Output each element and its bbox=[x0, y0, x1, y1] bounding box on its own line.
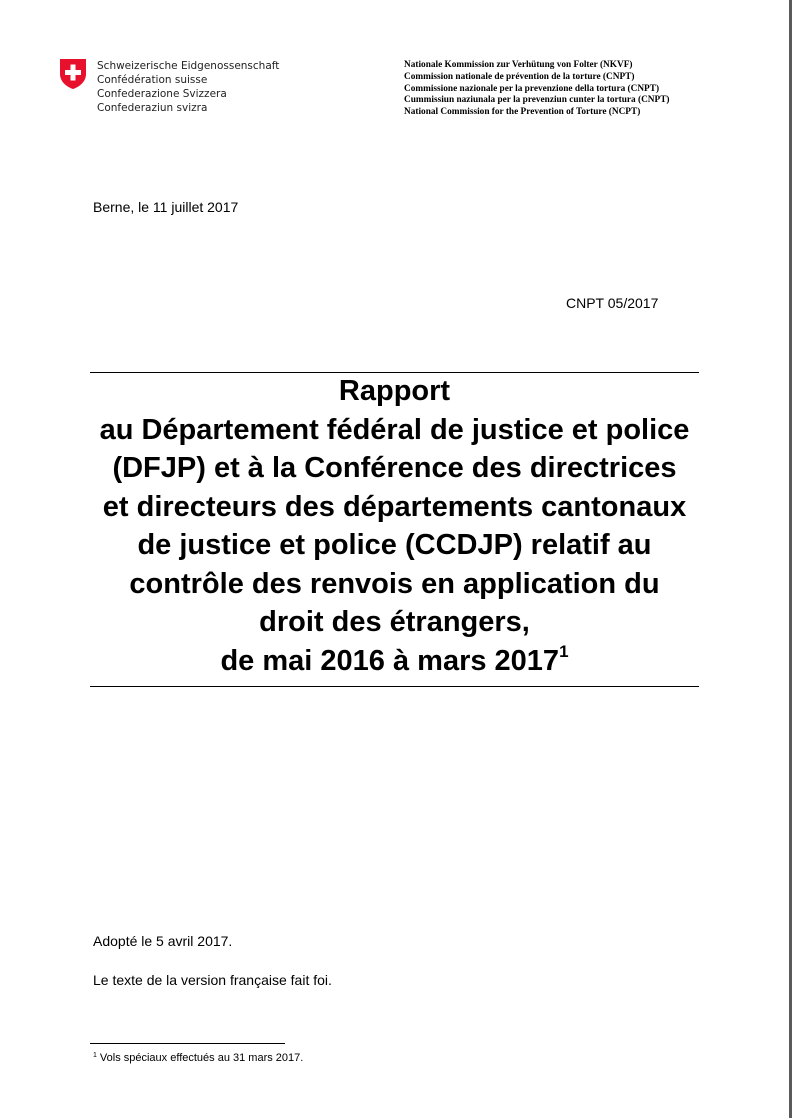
commission-name-it: Commissione nazionale per la prevenzione della tortura (CNPT) bbox=[404, 83, 660, 94]
confederation-name-fr: Confédération suisse bbox=[97, 74, 208, 86]
title-line: droit des étrangers, bbox=[259, 606, 530, 638]
footnote-mark: 1 bbox=[93, 1052, 97, 1059]
confederation-name-it: Confederazione Svizzera bbox=[97, 88, 227, 100]
footnote-text: Vols spéciaux effectués au 31 mars 2017. bbox=[99, 1052, 304, 1064]
title-last-line bbox=[90, 642, 699, 681]
title-line: et directeurs des départements cantonaux bbox=[102, 490, 687, 523]
title-line: (DFJP) et à la Conférence des directrices bbox=[112, 452, 677, 484]
footnote-reference[interactable]: 1 bbox=[559, 641, 569, 661]
confederation-name-rm: Confederaziun svizra bbox=[97, 102, 208, 114]
confederation-name-de: Schweizerische Eidgenossenschaft bbox=[97, 60, 280, 72]
commission-name-rm: Cummissiun naziunala per la prevenziun cunter la tortura (CNPT) bbox=[404, 95, 670, 106]
title-line: de justice et police (CCDJP) relatif au bbox=[137, 529, 652, 561]
footnote-separator bbox=[90, 1043, 285, 1044]
title-bottom-rule bbox=[90, 686, 699, 687]
commission-name-en: National Commission for the Prevention of Torture (NCPT) bbox=[404, 107, 641, 118]
title-line: de mai 2016 à mars 2017 bbox=[220, 644, 560, 677]
title-line: contrôle des renvois en application du bbox=[129, 567, 660, 600]
commission-name-fr: Commission nationale de prévention de la torture (CNPT) bbox=[404, 71, 635, 82]
title-line: Rapport bbox=[338, 375, 451, 407]
title-line: au Département fédéral de justice et police bbox=[99, 413, 690, 446]
swiss-cross-shield-icon bbox=[59, 58, 87, 90]
confederation-names bbox=[97, 59, 279, 115]
authentic-version-note: Le texte de la version française fait foi. bbox=[93, 972, 332, 988]
commission-name-de: Nationale Kommission zur Verhütung von Folter (NKVF) bbox=[404, 60, 633, 70]
document-reference: CNPT 05/2017 bbox=[566, 295, 659, 311]
adoption-date: Adopté le 5 avril 2017. bbox=[93, 933, 233, 949]
footnote bbox=[93, 1052, 303, 1064]
commission-names bbox=[404, 60, 670, 119]
report-title bbox=[90, 372, 699, 680]
place-date: Berne, le 11 juillet 2017 bbox=[93, 199, 239, 215]
